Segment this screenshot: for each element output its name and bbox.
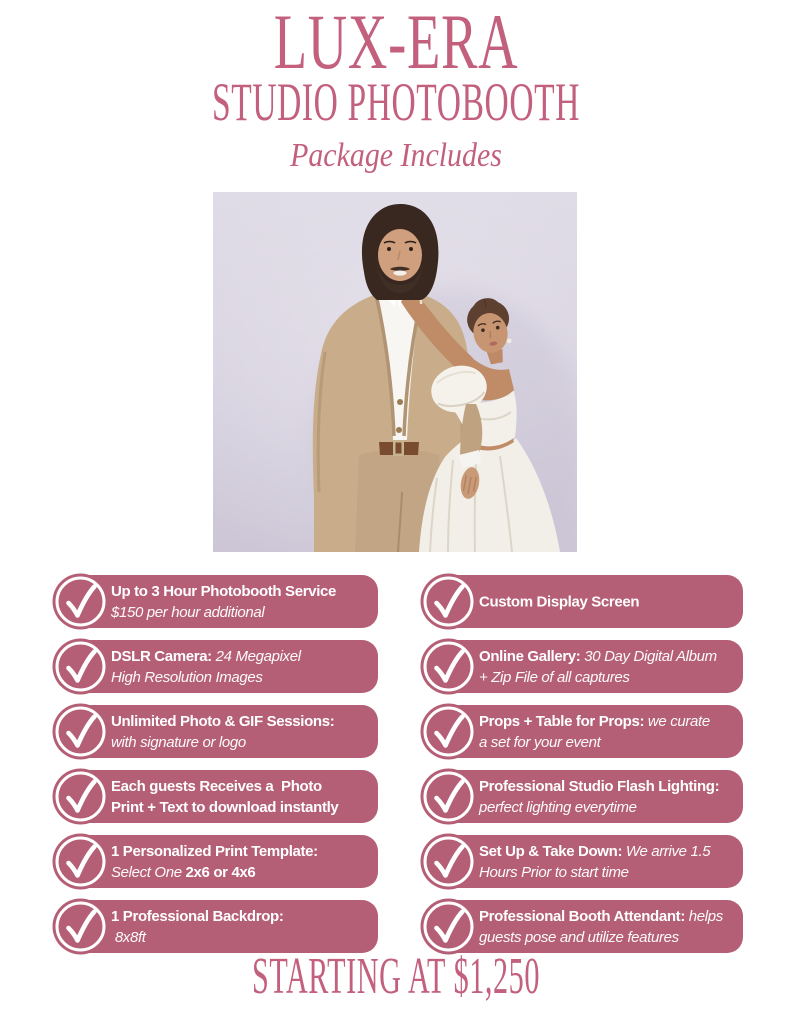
package-includes-heading: Package Includes [290, 137, 502, 174]
check-icon [52, 898, 109, 955]
feature-line: Props + Table for Props: we curate [479, 712, 710, 730]
feature-line: 1 Personalized Print Template: [111, 842, 318, 860]
feature-line: DSLR Camera: 24 Megapixel [111, 647, 301, 665]
feature-line: Custom Display Screen [479, 593, 640, 610]
feature-text [479, 711, 739, 753]
feature-pill [62, 705, 378, 758]
feature-line: with signature or logo [111, 733, 246, 751]
check-icon [52, 833, 109, 890]
feature-line: Hours Prior to start time [479, 863, 629, 881]
feature-pill [62, 770, 378, 823]
feature-line: perfect lighting everytime [479, 798, 637, 816]
check-icon [420, 768, 477, 825]
features-column-right [421, 575, 743, 965]
feature-pill [430, 900, 743, 953]
feature-text [479, 906, 739, 948]
feature-line: $150 per hour additional [111, 603, 265, 621]
feature-line: 8x8ft [111, 928, 146, 946]
check-icon [52, 573, 109, 630]
feature-text [479, 776, 739, 818]
starting-price: STARTING AT $1,250 [251, 948, 541, 1005]
feature-pill [430, 575, 743, 628]
feature-pill [430, 640, 743, 693]
feature-pill [430, 770, 743, 823]
couple-photo [213, 192, 577, 552]
feature-line: Professional Booth Attendant: helps [479, 907, 723, 925]
feature-line: Online Gallery: 30 Day Digital Album [479, 647, 717, 665]
feature-text [111, 906, 374, 948]
feature-line: + Zip File of all captures [479, 668, 630, 686]
check-icon [52, 703, 109, 760]
feature-line: guests pose and utilize features [479, 928, 679, 946]
features-column-left [53, 575, 378, 965]
feature-line: 1 Professional Backdrop: [111, 907, 284, 925]
feature-text [111, 776, 374, 818]
feature-line: Set Up & Take Down: We arrive 1.5 [479, 842, 711, 860]
check-icon [420, 703, 477, 760]
feature-line: Up to 3 Hour Photobooth Service [111, 582, 336, 600]
check-icon [52, 768, 109, 825]
feature-pill [62, 575, 378, 628]
check-icon [52, 638, 109, 695]
feature-text [479, 591, 739, 612]
feature-pill [430, 705, 743, 758]
feature-pill [430, 835, 743, 888]
feature-text [479, 841, 739, 883]
brand-subtitle: STUDIO PHOTOBOOTH [212, 72, 580, 132]
feature-pill [62, 640, 378, 693]
feature-line: Select One 2x6 or 4x6 [111, 863, 256, 881]
feature-pill [62, 835, 378, 888]
check-icon [420, 898, 477, 955]
feature-text [111, 646, 374, 688]
couple-photo-illustration [213, 192, 577, 552]
feature-text [111, 711, 374, 753]
feature-text [479, 646, 739, 688]
feature-line: High Resolution Images [111, 668, 263, 686]
feature-line: Print + Text to download instantly [111, 798, 339, 816]
check-icon [420, 638, 477, 695]
feature-pill [62, 900, 378, 953]
feature-line: Unlimited Photo & GIF Sessions: [111, 712, 335, 730]
check-icon [420, 573, 477, 630]
feature-line: Professional Studio Flash Lighting: [479, 777, 720, 795]
feature-line: Each guests Receives a Photo [111, 777, 322, 795]
feature-text [111, 581, 374, 623]
brand-title: LUX-ERA [273, 0, 519, 85]
check-icon [420, 833, 477, 890]
feature-text [111, 841, 374, 883]
feature-line: a set for your event [479, 733, 601, 751]
